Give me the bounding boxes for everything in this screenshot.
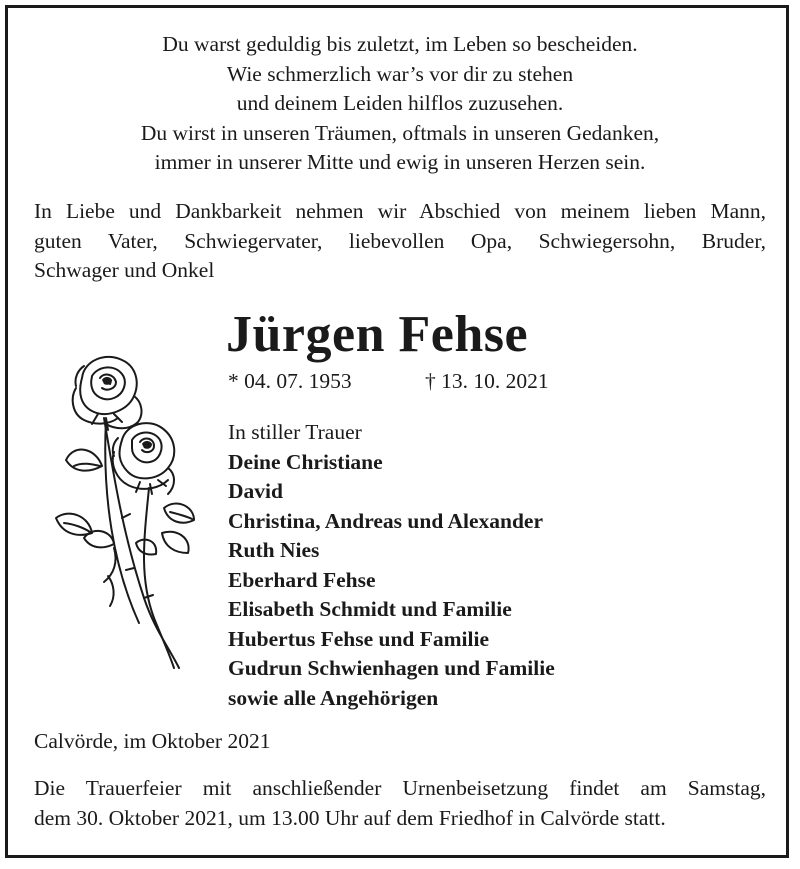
mourners-lead: In stiller Trauer	[228, 420, 362, 444]
list-item: Gudrun Schwienhagen und Familie	[228, 656, 555, 680]
poem-line: Du warst geduldig bis zuletzt, im Leben so bescheiden.	[162, 32, 638, 56]
list-item: sowie alle Angehörigen	[228, 685, 439, 710]
intro-line: Schwager und Onkel	[34, 258, 215, 282]
intro-line: In Liebe und Dankbarkeit nehmen wir Abschied von meinem lieben Mann,	[34, 199, 766, 223]
roses-icon	[44, 348, 204, 678]
poem-line: immer in unserer Mitte und ewig in unseren Herzen sein.	[154, 150, 646, 174]
place-date: Calvörde, im Oktober 2021	[34, 729, 271, 753]
poem-line: und deinem Leiden hilflos zuzusehen.	[236, 91, 564, 115]
birth-date: * 04. 07. 1953	[228, 369, 352, 393]
memorial-poem	[20, 30, 780, 178]
list-item: Eberhard Fehse	[228, 567, 376, 592]
list-item: Christina, Andreas und Alexander	[228, 508, 544, 533]
poem-line: Wie schmerzlich war’s vor dir zu stehen	[226, 61, 574, 86]
list-item: Ruth Nies	[228, 538, 320, 562]
list-item: Hubertus Fehse und Familie	[228, 626, 490, 651]
poem-line: Du wirst in unseren Träumen, oftmals in unseren Gedanken,	[140, 120, 660, 145]
intro-line: guten Vater, Schwiegervater, liebevollen Opa, Schwiegersohn, Bruder,	[34, 228, 766, 253]
notice-line: dem 30. Oktober 2021, um 13.00 Uhr auf dem Friedhof in Calvörde statt.	[34, 805, 666, 830]
deceased-name: Jürgen Fehse	[226, 306, 529, 363]
funeral-notice	[34, 774, 766, 833]
list-item: David	[228, 479, 283, 503]
notice-line: Die Trauerfeier mit anschließender Urnenbeisetzung findet am Samstag,	[34, 776, 766, 800]
list-item: Elisabeth Schmidt und Familie	[228, 597, 512, 621]
farewell-intro	[34, 197, 766, 286]
list-item: Deine Christiane	[228, 449, 383, 474]
death-date: † 13. 10. 2021	[425, 369, 549, 393]
mourners-list	[228, 418, 555, 713]
